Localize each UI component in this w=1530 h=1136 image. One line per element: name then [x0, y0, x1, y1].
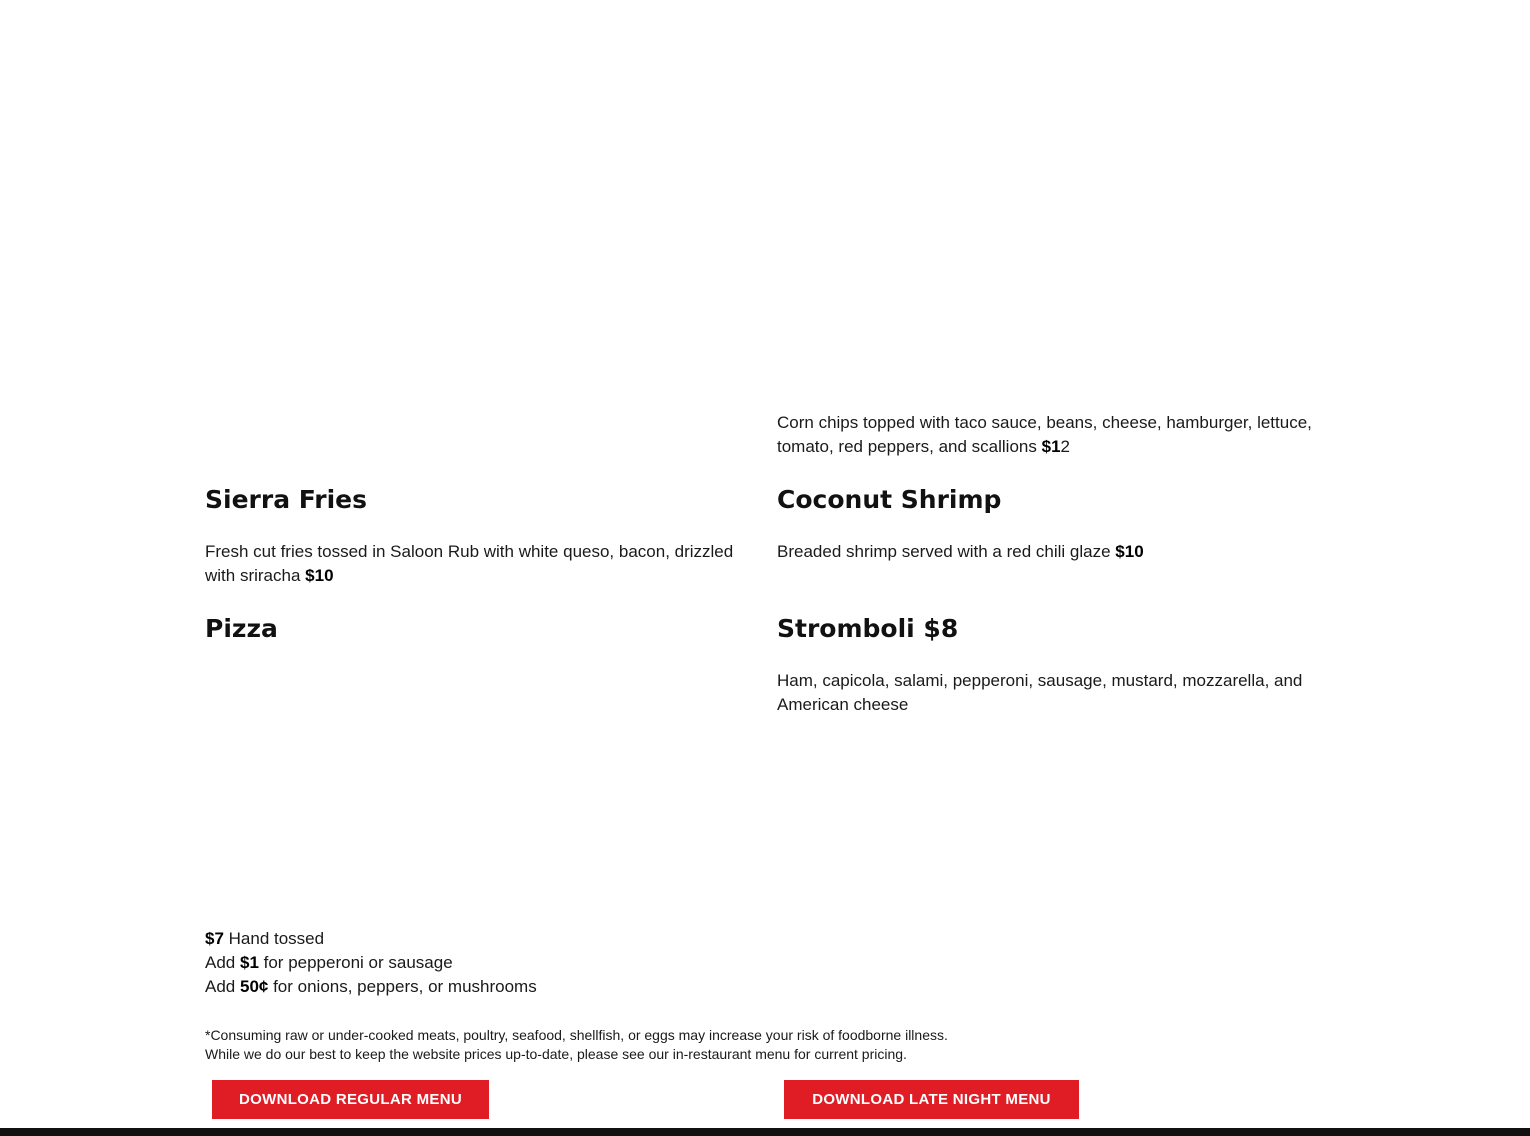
- download-late-night-menu-button[interactable]: DOWNLOAD LATE NIGHT MENU: [784, 1080, 1079, 1119]
- pizza-option-meat: [205, 951, 745, 975]
- foodborne-illness-note: *Consuming raw or under-cooked meats, poultry, seafood, shellfish, or eggs may increase your risk of foodborne illness.: [205, 1027, 948, 1043]
- pizza-base-price: $7: [205, 929, 224, 948]
- coconut-shrimp-description-text: Breaded shrimp served with a red chili glaze: [777, 542, 1111, 561]
- pizza-veggie-prefix: Add: [205, 977, 240, 996]
- pizza-meat-text: for pepperoni or sausage: [258, 953, 453, 972]
- pizza-options: [205, 927, 745, 999]
- pizza-base-text: Hand tossed: [223, 929, 325, 948]
- stromboli-description: Ham, capicola, salami, pepperoni, sausage, mustard, mozzarella, and American cheese: [777, 671, 1303, 714]
- coconut-shrimp-description: [777, 540, 1337, 564]
- stromboli-title: Stromboli $8: [777, 614, 959, 643]
- pizza-option-hand-tossed: [205, 927, 745, 951]
- coconut-shrimp-price: $10: [1115, 542, 1144, 561]
- pizza-veggie-text: for onions, peppers, or mushrooms: [268, 977, 537, 996]
- menu-disclaimer: [205, 1026, 1205, 1064]
- nachos-price-rest: 2: [1060, 437, 1070, 456]
- pizza-meat-prefix: Add: [205, 953, 240, 972]
- footer-bar: [0, 1128, 1530, 1136]
- pizza-veggie-price: 50¢: [239, 977, 269, 996]
- sierra-fries-description-text: Fresh cut fries tossed in Saloon Rub with white queso, bacon, drizzled with sriracha: [205, 542, 734, 585]
- sierra-fries-description: [205, 540, 745, 588]
- pizza-option-veggie: [205, 975, 745, 999]
- sierra-fries-title: Sierra Fries: [205, 485, 367, 514]
- pricing-note: While we do our best to keep the website prices up-to-date, please see our in-restaurant menu for current pricing.: [205, 1046, 907, 1062]
- sierra-fries-price: $10: [305, 566, 334, 585]
- download-regular-menu-button[interactable]: DOWNLOAD REGULAR MENU: [212, 1080, 489, 1119]
- nachos-price-bold: $1: [1041, 437, 1061, 456]
- nachos-description: [777, 411, 1337, 459]
- nachos-description-text: Corn chips topped with taco sauce, beans, cheese, hamburger, lettuce, tomato, red peppers, and scallions: [777, 413, 1312, 456]
- pizza-meat-price: $1: [239, 953, 259, 972]
- pizza-title: Pizza: [205, 614, 278, 643]
- coconut-shrimp-title: Coconut Shrimp: [777, 485, 1002, 514]
